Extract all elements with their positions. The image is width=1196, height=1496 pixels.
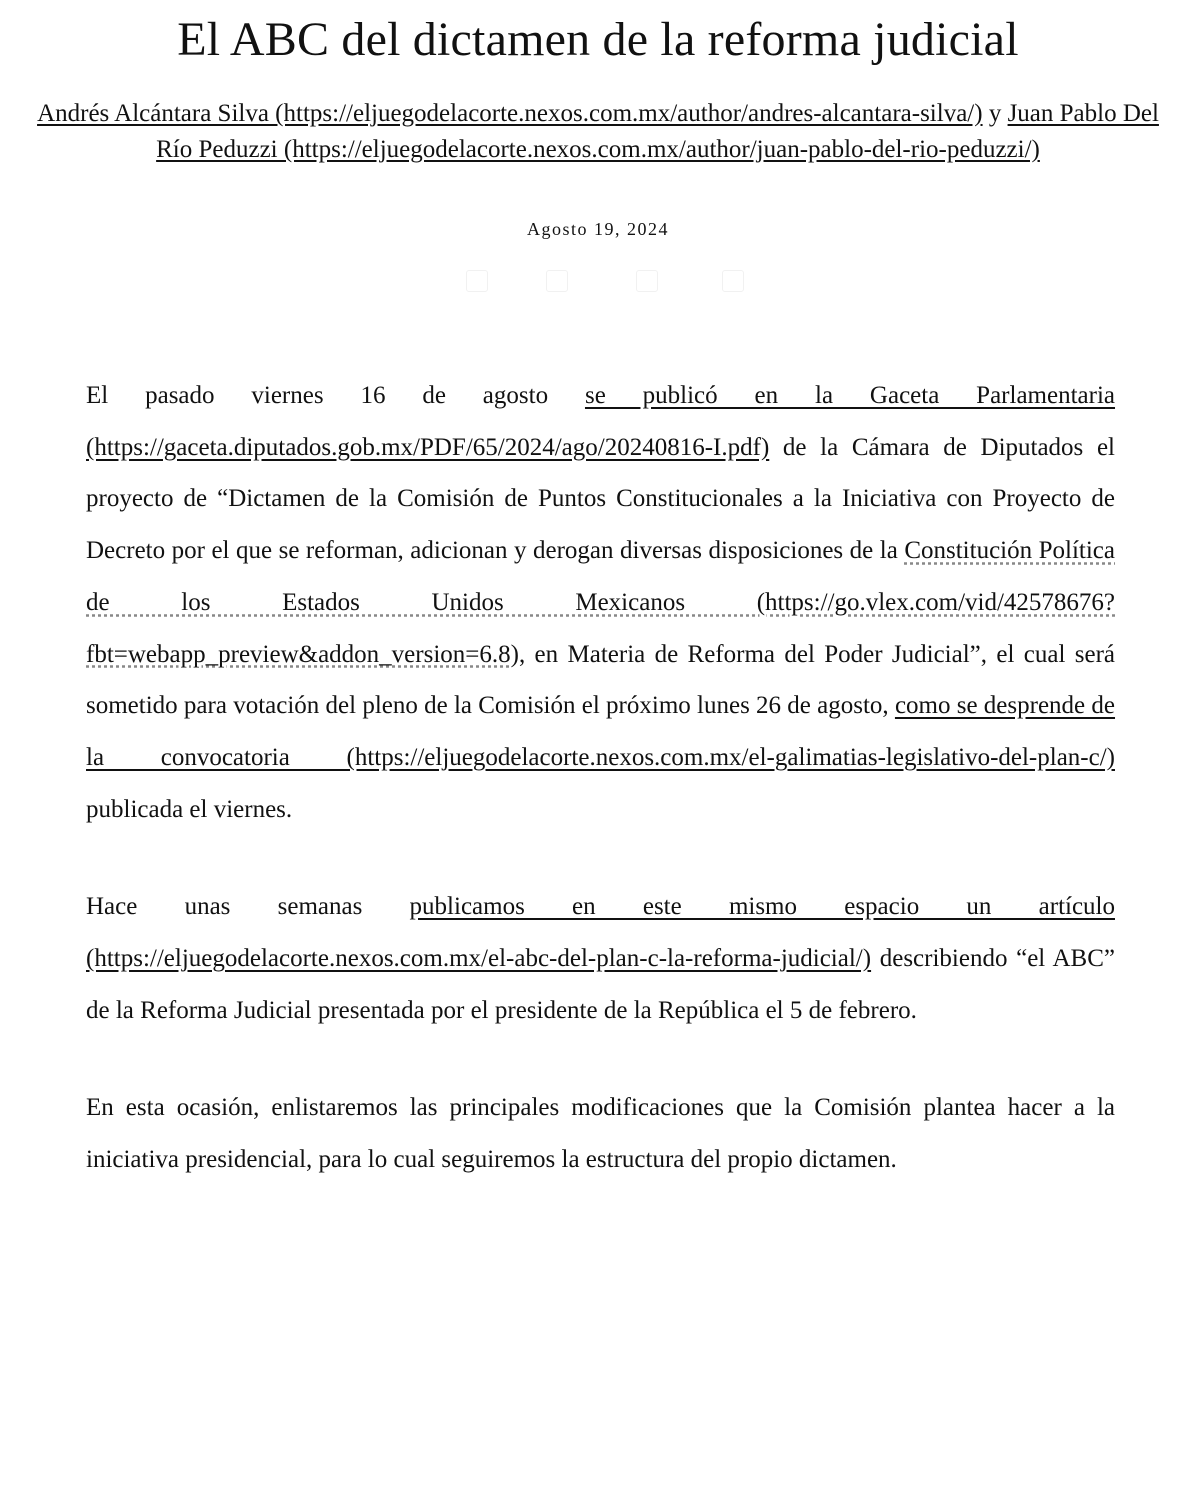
paragraph-1-text-2: de la Cámara de Diputados el proyecto de “Dictamen de la Comisión de Puntos Constitucionales a la Iniciativa con Proyecto de Decreto por el que se reforman, adicionan y derogan diversas disposiciones de la (86, 433, 1115, 565)
paragraph-2-text-2: describiendo “el ABC” de la Reforma Judicial presentada por el presidente de la República el 5 de febrero. (86, 945, 1115, 1024)
byline (30, 96, 1166, 168)
paragraph-1 (86, 370, 1115, 835)
paragraph-3-text-1: En esta ocasión, enlistaremos las principales modificaciones que la Comisión plantea hacer a la iniciativa presidencial, para lo cual seguiremos la estructura del propio dictamen. (86, 1094, 1115, 1174)
link-gaceta-parlamentaria[interactable]: se publicó en la Gaceta Parlamentaria (https://gaceta.diputados.gob.mx/PDF/65/2024/ago/20240816-I.pdf) (86, 382, 1116, 461)
paragraph-1-text-3: , en Materia de Reforma del Poder Judicial”, el cual será sometido para votación del pleno de la Comisión el próximo lunes 26 de agosto, (86, 640, 1115, 720)
byline-connector: y (988, 100, 1002, 127)
author-link-andres-alcantara[interactable]: Andrés Alcántara Silva (https://eljuegodelacorte.nexos.com.mx/author/andres-alcantara-silva/) (37, 100, 983, 127)
share-print-icon[interactable] (722, 270, 744, 292)
link-convocatoria[interactable]: como se desprende de la convocatoria (https://eljuegodelacorte.nexos.com.mx/el-galimatias-legislativo-del-plan-c/) (86, 692, 1116, 771)
article-title: El ABC del dictamen de la reforma judicial (177, 13, 1019, 66)
paragraph-2 (86, 881, 1115, 1036)
share-icons-bar (466, 268, 746, 296)
link-articulo-abc-plan-c[interactable]: publicamos en este mismo espacio un artículo (https://eljuegodelacorte.nexos.com.mx/el-abc-del-plan-c-la-reforma-judicial/) (86, 893, 1115, 973)
author-link-juan-pablo-del-rio[interactable]: Juan Pablo Del Río Peduzzi (https://eljuegodelacorte.nexos.com.mx/author/juan-pablo-del-rio-peduzzi/) (156, 100, 1159, 163)
link-constitucion-politica[interactable]: Constitución Política de los Estados Unidos Mexicanos (https://go.vlex.com/vid/42578676?fbt=webapp_preview&addon_version=6.8) (86, 537, 1115, 668)
paragraph-3 (86, 1082, 1115, 1185)
share-email-icon[interactable] (636, 270, 658, 292)
article-body (86, 370, 1115, 1232)
publish-date: Agosto 19, 2024 (526, 219, 669, 239)
share-facebook-icon[interactable] (466, 270, 488, 292)
paragraph-1-text-1: El pasado viernes 16 de agosto (86, 382, 585, 409)
paragraph-1-text-4: publicada el viernes. (86, 795, 293, 823)
share-twitter-icon[interactable] (546, 270, 568, 292)
paragraph-2-text-1: Hace unas semanas (86, 893, 410, 921)
